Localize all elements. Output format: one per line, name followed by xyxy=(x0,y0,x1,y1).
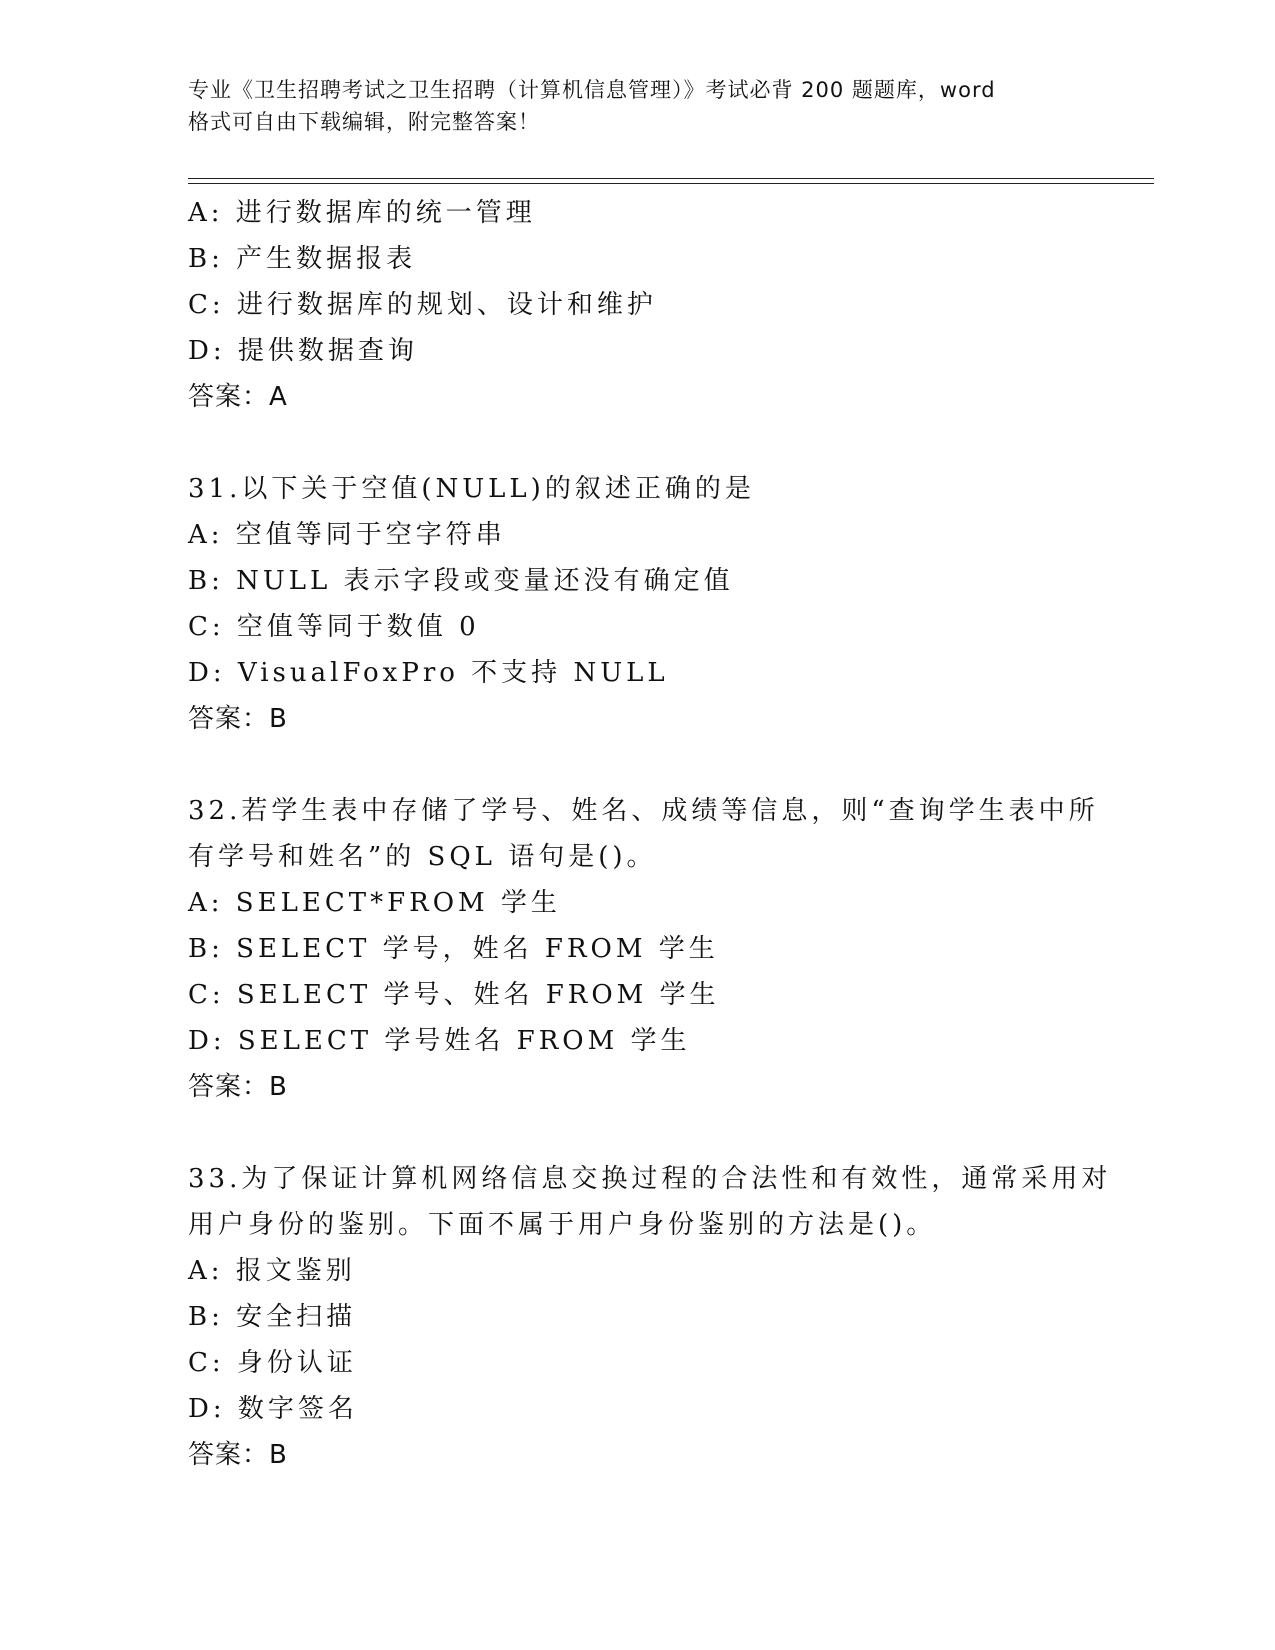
spacer xyxy=(188,1110,1088,1156)
option-d: D: VisualFoxPro 不支持 NULL xyxy=(188,658,669,688)
option-c: C: 进行数据库的规划、设计和维护 xyxy=(188,290,657,320)
document-header xyxy=(188,74,1088,138)
question-stem-continued: 有学号和姓名”的 SQL 语句是()。 xyxy=(188,842,657,872)
option-b: B: NULL 表示字段或变量还没有确定值 xyxy=(188,566,734,596)
option-a: A: SELECT*FROM 学生 xyxy=(188,888,561,918)
option-b: B: SELECT 学号，姓名 FROM 学生 xyxy=(188,934,719,964)
option-c: C: SELECT 学号、姓名 FROM 学生 xyxy=(188,980,720,1010)
option-b: B: 安全扫描 xyxy=(188,1302,357,1332)
answer-line: 答案：B xyxy=(188,1440,288,1470)
answer-line: 答案：B xyxy=(188,704,288,734)
option-d: D: 提供数据查询 xyxy=(188,336,418,366)
option-a: A: 报文鉴别 xyxy=(188,1256,356,1286)
option-d: D: 数字签名 xyxy=(188,1394,358,1424)
option-b: B: 产生数据报表 xyxy=(188,244,417,274)
option-c: C: 空值等同于数值 0 xyxy=(188,612,480,642)
option-a: A: 空值等同于空字符串 xyxy=(188,520,506,550)
answer-line: 答案：B xyxy=(188,1072,288,1102)
header-line-1: 专业《卫生招聘考试之卫生招聘（计算机信息管理）》考试必背 200 题题库，word xyxy=(188,78,996,102)
question-stem: 31.以下关于空值(NULL)的叙述正确的是 xyxy=(188,474,755,504)
spacer xyxy=(188,420,1088,466)
header-divider-bottom xyxy=(188,183,1154,184)
question-block-31 xyxy=(188,466,1088,742)
option-a: A: 进行数据库的统一管理 xyxy=(188,198,536,228)
option-c: C: 身份认证 xyxy=(188,1348,357,1378)
option-d: D: SELECT 学号姓名 FROM 学生 xyxy=(188,1026,691,1056)
question-list xyxy=(188,190,1112,1478)
question-block-30 xyxy=(188,190,1088,420)
question-stem: 33.为了保证计算机网络信息交换过程的合法性和有效性，通常采用对 xyxy=(188,1164,1112,1194)
spacer xyxy=(188,742,1088,788)
header-line-2: 格式可自由下载编辑，附完整答案！ xyxy=(188,110,540,134)
question-stem: 32.若学生表中存储了学号、姓名、成绩等信息，则“查询学生表中所 xyxy=(188,796,1099,826)
question-stem-continued: 用户身份的鉴别。下面不属于用户身份鉴别的方法是()。 xyxy=(188,1210,937,1240)
answer-line: 答案：A xyxy=(188,382,288,412)
question-block-33 xyxy=(188,1156,1112,1478)
header-divider-top xyxy=(188,178,1154,179)
question-block-32 xyxy=(188,788,1099,1110)
